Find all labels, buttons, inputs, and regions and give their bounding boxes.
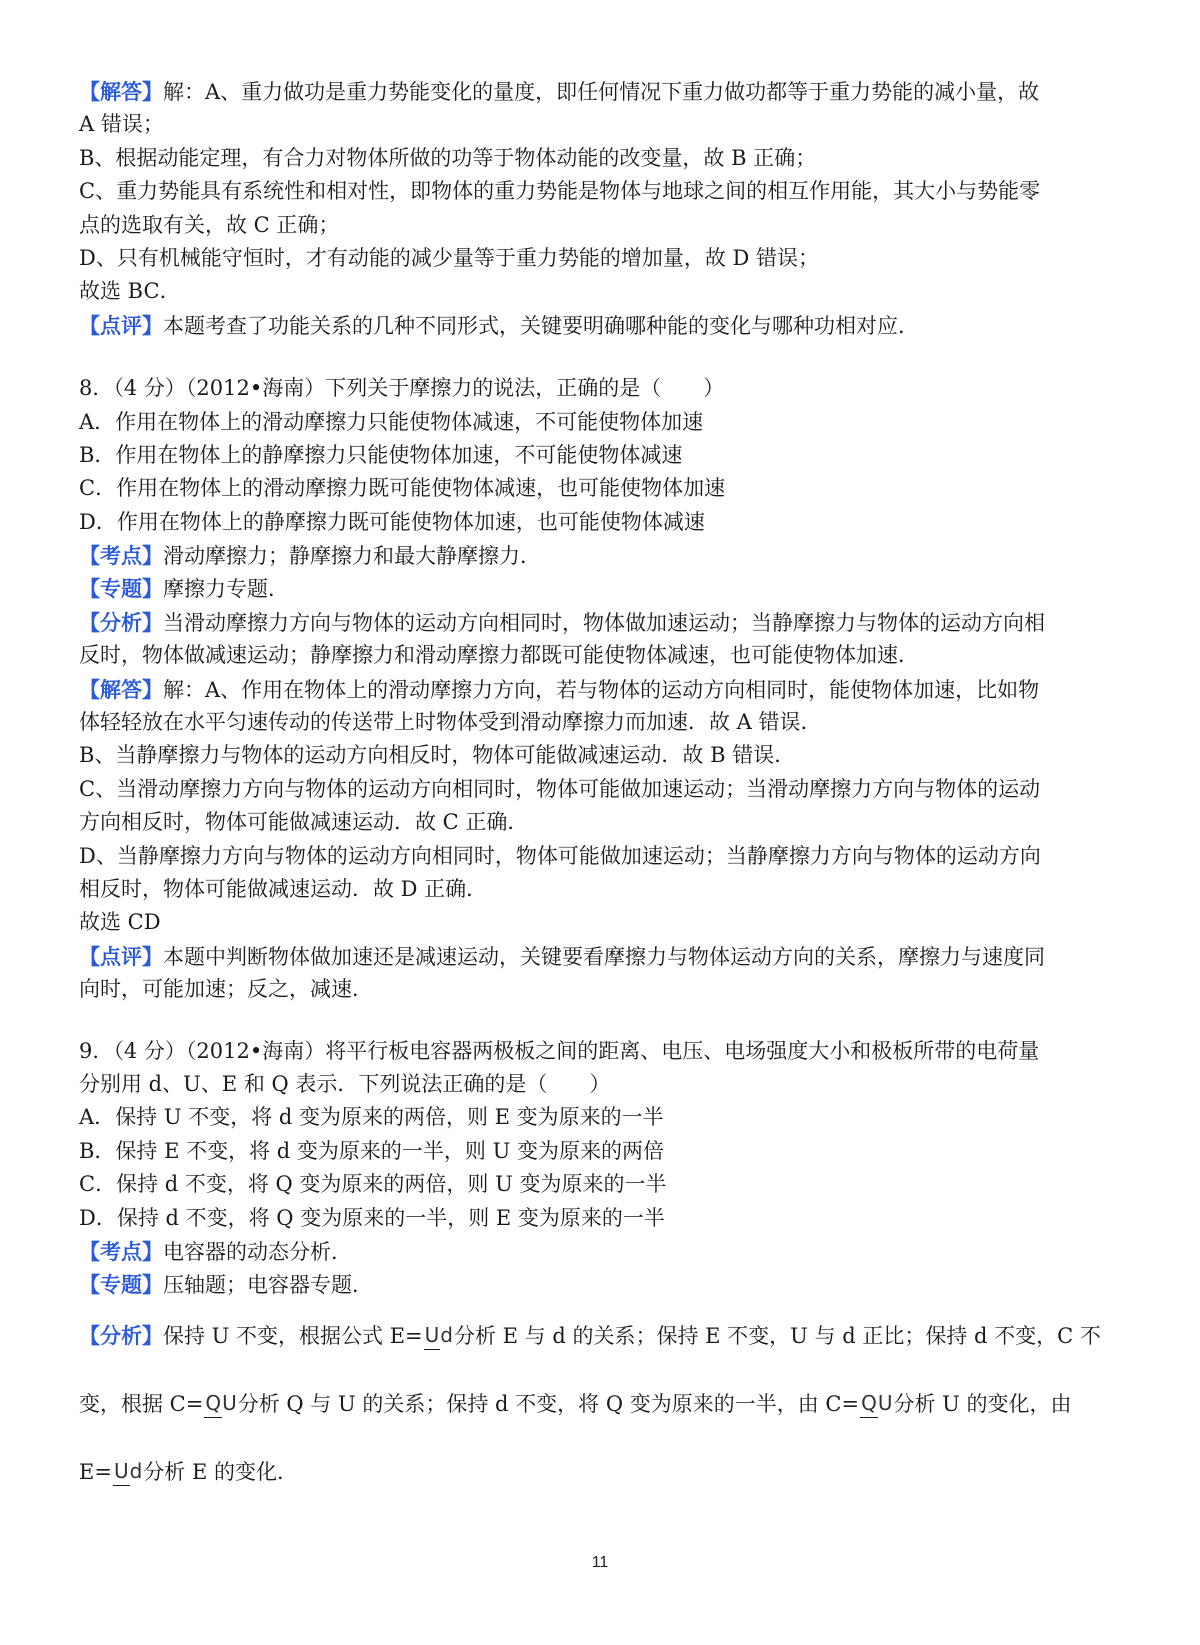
spacer: [79, 1007, 1129, 1035]
q8-option-c: C．作用在物体上的滑动摩擦力既可能使物体减速，也可能使物体加速: [79, 476, 726, 501]
q7-answer-line-1: 【解答】解：A、重力做功是重力势能变化的量度，即任何情况下重力做功都等于重力势能的减小量，故: [79, 79, 1040, 104]
denominator: U: [877, 1391, 893, 1416]
q8-zhuanti: 【专题】摩擦力专题．: [79, 576, 289, 602]
q9-option-c: C．保持 d 不变，将 Q 变为原来的两倍，则 U 变为原来的一半: [79, 1172, 667, 1197]
q8-answer-c-line-2: 方向相反时，物体可能做减速运动．故 C 正确．: [79, 810, 529, 835]
formula-u-over-d: [424, 1325, 453, 1346]
q8-comment-line-2: 向时，可能加速；反之，减速．: [79, 977, 373, 1002]
q8-comment-line-1: 【点评】本题中判断物体做加速还是减速运动，关键要看摩擦力与物体运动方向的关系，摩擦力与速度同: [79, 943, 1045, 969]
q7-answer-c-line-1: C、重力势能具有系统性和相对性，即物体的重力势能是物体与地球之间的相互作用能，其大小与势能零: [79, 179, 1041, 204]
q8-fenxi-line-1: 【分析】当滑动摩擦力方向与物体的运动方向相同时，物体做加速运动；当静摩擦力与物体的运动方向相: [79, 609, 1045, 635]
numerator: U: [424, 1323, 441, 1350]
spacer: [79, 342, 1129, 372]
q7-answer-line-2: A 错误；: [79, 112, 164, 137]
q8-answer-line-2: 体轻轻放在水平匀速传动的传送带上时物体受到滑动摩擦力而加速．故 A 错误．: [79, 710, 822, 735]
q7-choice: 故选 BC．: [79, 279, 181, 304]
q9-stem-line-1: 9．（4 分）（2012•海南）将平行板电容器两极板之间的距离、电压、电场强度大小和极板所带的电荷量: [79, 1038, 1040, 1063]
page-content: [79, 75, 1129, 1506]
q9-fenxi-line-3: E= Ud 分析 E 的变化．: [79, 1438, 1129, 1506]
q8-stem: 8．（4 分）（2012•海南）下列关于摩擦力的说法，正确的是（ ）: [79, 376, 725, 401]
page-number: 11: [591, 1554, 609, 1571]
q8-fenxi-line-2: 反时，物体做减速运动；静摩擦力和滑动摩擦力都既可能使物体减速，也可能使物体加速．: [79, 643, 919, 668]
q9-stem-line-2: 分别用 d、U、E 和 Q 表示．下列说法正确的是（ ）: [79, 1071, 611, 1096]
denominator: d: [129, 1459, 143, 1484]
fenxi-tag: 【分析】: [79, 609, 163, 635]
denominator: d: [440, 1323, 453, 1348]
q9-option-d: D．保持 d 不变，将 Q 变为原来的一半，则 E 变为原来的一半: [79, 1205, 665, 1230]
answer-tag: 【解答】: [79, 676, 163, 702]
q8-option-a: A．作用在物体上的滑动摩擦力只能使物体减速，不可能使物体加速: [79, 409, 704, 434]
q7-answer-d: D、只有机械能守恒时，才有动能的减少量等于重力势能的增加量，故 D 错误；: [79, 245, 820, 270]
kaodian-tag: 【考点】: [79, 1238, 163, 1264]
q9-option-b: B．保持 E 不变，将 d 变为原来的一半，则 U 变为原来的两倍: [79, 1138, 664, 1163]
q9-zhuanti: 【专题】压轴题；电容器专题．: [79, 1272, 373, 1298]
q9-fenxi-line-1: 【分析】 保持 U 不变，根据公式 E= Ud 分析 E 与 d 的关系；保持 E 不变，U 与 d 正比；保持 d 不变，C 不: [79, 1302, 1129, 1370]
kaodian-tag: 【考点】: [79, 543, 163, 569]
q7-answer-b: B、根据动能定理，有合力对物体所做的功等于物体动能的改变量，故 B 正确；: [79, 145, 817, 170]
q7-answer-c-line-2: 点的选取有关，故 C 正确；: [79, 212, 340, 237]
q8-choice: 故选 CD: [79, 910, 161, 935]
denominator: U: [222, 1391, 237, 1416]
fenxi-tag: 【分析】: [79, 1322, 163, 1348]
q9-kaodian: 【考点】电容器的动态分析．: [79, 1238, 352, 1264]
numerator: U: [113, 1459, 130, 1486]
q8-option-b: B．作用在物体上的静摩擦力只能使物体加速，不可能使物体减速: [79, 442, 683, 467]
zhuanti-tag: 【专题】: [79, 576, 163, 602]
comment-tag: 【点评】: [79, 943, 163, 969]
zhuanti-tag: 【专题】: [79, 1272, 163, 1298]
numerator: Q: [860, 1391, 878, 1418]
q7-comment: 【点评】本题考查了功能关系的几种不同形式，关键要明确哪种能的变化与哪种功相对应．: [79, 312, 919, 338]
q9-option-a: A．保持 U 不变，将 d 变为原来的两倍，则 E 变为原来的一半: [79, 1105, 664, 1130]
q8-answer-line-1: 【解答】解：A、作用在物体上的滑动摩擦力方向，若与物体的运动方向相同时，能使物体加速，比如物: [79, 676, 1040, 702]
answer-tag: 【解答】: [79, 79, 163, 104]
q8-answer-d-line-2: 相反时，物体可能做减速运动．故 D 正确．: [79, 876, 488, 901]
formula-q-over-u: [860, 1393, 892, 1414]
comment-tag: 【点评】: [79, 312, 163, 338]
formula-u-over-d: [113, 1461, 142, 1482]
q8-answer-d-line-1: D、当静摩擦力方向与物体的运动方向相同时，物体可能做加速运动；当静摩擦力方向与物体的运动方向: [79, 843, 1041, 868]
formula-q-over-u: [204, 1393, 236, 1414]
q8-option-d: D．作用在物体上的静摩擦力既可能使物体加速，也可能使物体减速: [79, 509, 705, 534]
q8-answer-b: B、当静摩擦力与物体的运动方向相反时，物体可能做减速运动．故 B 错误．: [79, 743, 796, 768]
q8-answer-c-line-1: C、当滑动摩擦力方向与物体的运动方向相同时，物体可能做加速运动；当滑动摩擦力方向与物体的运动: [79, 776, 1041, 801]
q9-fenxi-line-2: 变，根据 C= QU 分析 Q 与 U 的关系；保持 d 不变，将 Q 变为原来的一半，由 C= QU 分析 U 的变化，由: [79, 1370, 1129, 1438]
q8-kaodian: 【考点】滑动摩擦力；静摩擦力和最大静摩擦力．: [79, 543, 541, 569]
numerator: Q: [204, 1391, 222, 1418]
